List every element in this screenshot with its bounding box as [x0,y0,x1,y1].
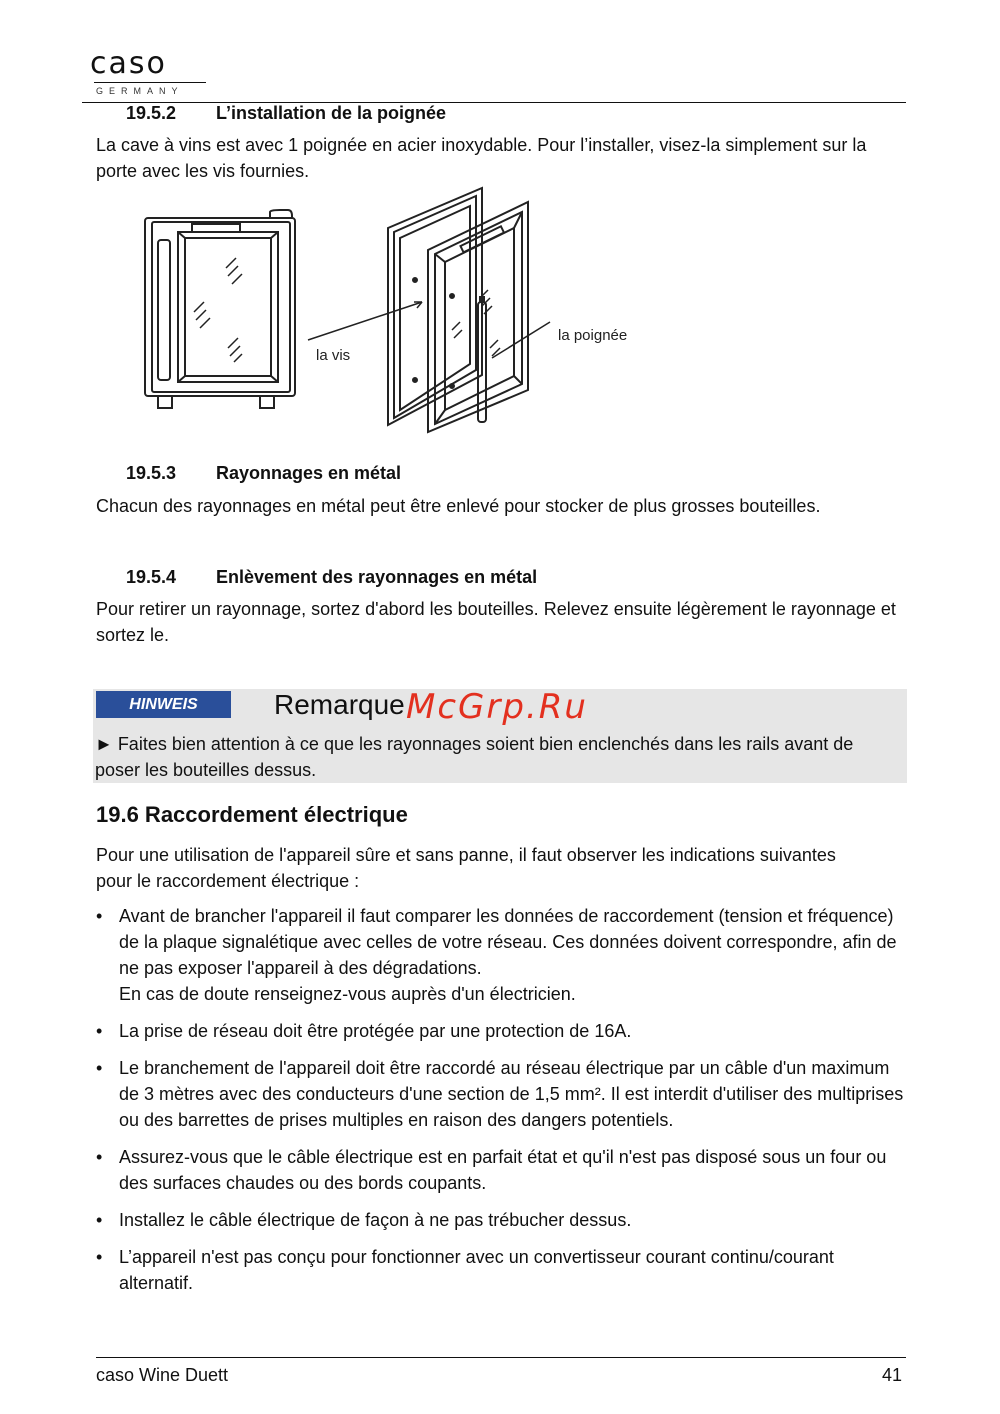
requirements-list [96,903,908,1307]
bullet-dot: • [96,1058,103,1078]
bullet-dot: • [96,1021,103,1041]
note-text: ► Faites bien attention à ce que les rayonnages soient bien enclenchés dans les rails avant de poser les bouteilles dessus. [95,734,854,780]
handle-installation-figure [130,180,670,440]
list-item-text: Avant de brancher l'appareil il faut comparer les données de raccordement (tension et fréquence) de la plaque signalétique avec celles de votre réseau. Ces données doivent correspondre, afin de ne pas exposer l'appareil à des dégradations. [119,906,897,978]
list-item-text: La prise de réseau doit être protégée par une protection de 16A. [119,1021,632,1041]
list-item-text: Installez le câble électrique de façon à ne pas trébucher dessus. [119,1210,632,1230]
list-item-text: Assurez-vous que le câble électrique est en parfait état et qu'il n'est pas disposé sous un four ou des surfaces chaudes ou des bords coupants. [119,1147,887,1193]
logo-subtitle: GERMANY [96,86,184,96]
paragraph-19-5-2: La cave à vins est avec 1 poignée en acier inoxydable. Pour l’installer, visez-la simplement sur la porte avec les vis fournies. [96,135,867,181]
subheading-title: Enlèvement des rayonnages en métal [216,567,538,587]
bullet-dot: • [96,1247,103,1267]
logo-divider [94,82,206,83]
paragraph-19-5-3: Chacun des rayonnages en métal peut être enlevé pour stocker de plus grosses bouteilles. [96,496,821,516]
footer-title: caso Wine Duett [96,1365,229,1385]
list-item [96,903,908,1007]
paragraph-19-5-4: Pour retirer un rayonnage, sortez d'abord les bouteilles. Relevez ensuite légèrement le rayonnage et sortez le. [96,599,896,645]
list-item-text: L’appareil n'est pas conçu pour fonctionner avec un convertisseur courant continu/courant alternatif. [119,1247,834,1293]
header-rule [82,102,906,103]
subheading-number: 19.5.4 [126,567,177,587]
list-item [96,1144,908,1196]
watermark-text: McGrp.Ru [406,687,588,727]
list-item-text-extra: En cas de doute renseignez-vous auprès d'un électricien. [119,984,576,1004]
list-item [96,1055,908,1133]
section-heading-19-6: 19.6 Raccordement électrique [96,802,408,827]
list-item [96,1018,908,1044]
hinweis-badge: HINWEIS [96,691,231,718]
list-item-text: Le branchement de l'appareil doit être raccordé au réseau électrique par un câble d'un maximum de 3 mètres avec des conducteurs d'une section de 1,5 mm². Il est interdit d'utiliser des multiprises ou des barrettes de prises multiples en raison des dangers potentiels. [119,1058,904,1130]
note-title: Remarque [274,689,405,720]
bullet-dot: • [96,906,103,926]
subheading-number: 19.5.2 [126,103,177,123]
section-intro: Pour une utilisation de l'appareil sûre et sans panne, il faut observer les indications suivantes pour le raccordement électrique : [96,845,836,891]
logo-wordmark: caso [90,46,167,81]
bullet-dot: • [96,1147,103,1167]
caso-logo [82,38,214,104]
note-box [93,689,907,783]
list-item [96,1207,908,1233]
list-item [96,1244,908,1296]
bullet-dot: • [96,1210,103,1230]
subheading-title: L’installation de la poignée [216,103,447,123]
page-number: 41 [882,1365,903,1385]
label-screw: la vis [316,347,351,364]
wine-cooler-illustration [130,180,670,440]
footer-rule [96,1357,906,1358]
subheading-number: 19.5.3 [126,463,177,483]
subheading-title: Rayonnages en métal [216,463,402,483]
label-handle: la poignée [558,327,628,344]
